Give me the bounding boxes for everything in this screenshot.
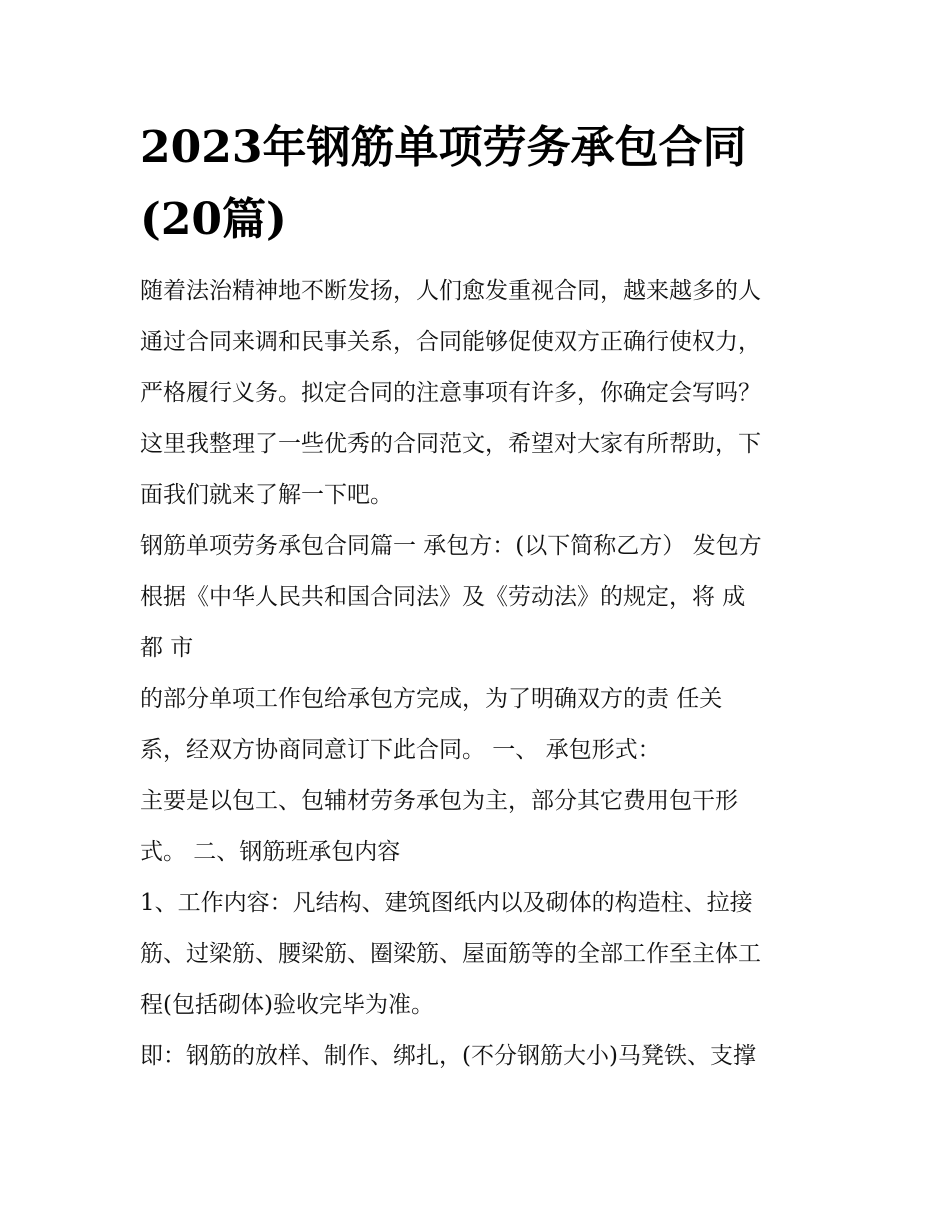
body-line: 根据《中华人民共和国合同法》及《劳动法》的规定，将 成 [140, 584, 746, 610]
body-line: 通过合同来调和民事关系，合同能够促使双方正确行使权力， [140, 329, 761, 355]
body-line: 主要是以包工、包辅材劳务承包为主，部分其它费用包干形 [140, 788, 738, 814]
body-line: 1、工作内容：凡结构、建筑图纸内以及砌体的构造柱、拉接 [140, 890, 753, 916]
body-line: 随着法治精神地不断发扬，人们愈发重视合同，越来越多的人 [140, 278, 761, 304]
body-line: 都 市 [140, 635, 194, 661]
body-line: 筋、过梁筋、腰梁筋、圈梁筋、屋面筋等的全部工作至主体工 [140, 941, 761, 967]
body-line: 式。 二、钢筋班承包内容 [140, 839, 401, 865]
document-body [140, 266, 820, 1082]
body-line: 即：钢筋的放样、制作、绑扎，(不分钢筋大小)马凳铁、支撑 [140, 1043, 756, 1069]
document-page [140, 112, 820, 1082]
body-line: 的部分单项工作包给承包方完成，为了明确双方的责 任关 [140, 686, 723, 712]
body-line: 这里我整理了一些优秀的合同范文，希望对大家有所帮助，下 [140, 431, 761, 457]
title-line: (20篇) [140, 194, 287, 245]
body-line: 面我们就来了解一下吧。 [140, 482, 393, 508]
body-line: 严格履行义务。拟定合同的注意事项有许多，你确定会写吗？ [140, 380, 761, 406]
body-line: 钢筋单项劳务承包合同篇一 承包方：(以下简称乙方） 发包方 [140, 533, 762, 559]
body-line: 系，经双方协商同意订下此合同。 一、 承包形式： [140, 737, 661, 763]
body-line: 程(包括砌体)验收完毕为准。 [140, 992, 434, 1018]
title-line: 2023年钢筋单项劳务承包合同 [140, 122, 747, 173]
document-title [140, 112, 820, 256]
